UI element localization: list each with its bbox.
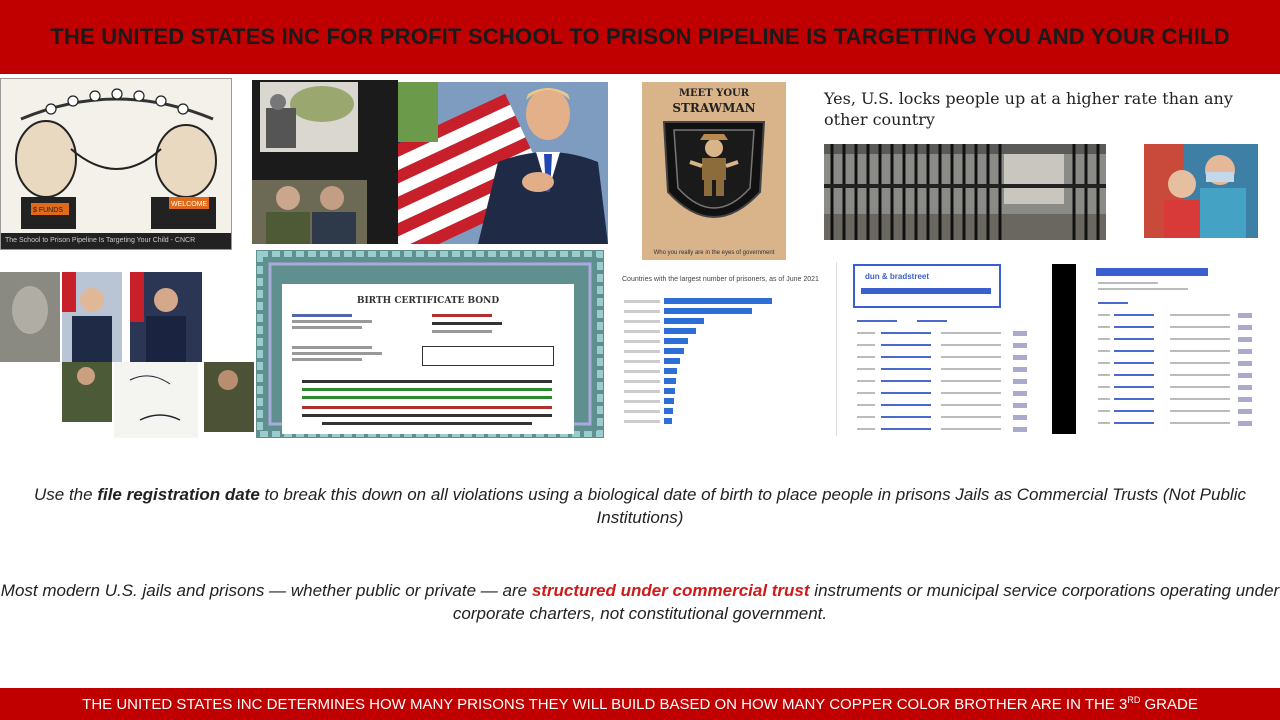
- chart-bar: [664, 298, 772, 304]
- p1-bold-text: file registration date: [97, 485, 260, 504]
- p2-text-start: Most modern U.S. jails and prisons — whether public or private — are: [0, 581, 532, 600]
- chart-bar: [664, 368, 677, 374]
- flag-portrait-image: [398, 82, 608, 244]
- bottom-banner-text: [82, 695, 1198, 713]
- bar-chart-title: Countries with the largest number of prisoners, as of June 2021: [622, 276, 819, 283]
- certificate-title: BIRTH CERTIFICATE BOND: [356, 296, 500, 306]
- military-officials-collage: [0, 270, 254, 440]
- prisoners-bar-chart: [620, 270, 820, 440]
- bottom-banner-superscript: RD: [1127, 695, 1141, 705]
- black-bar: [1052, 264, 1076, 434]
- birth-certificate-image: [256, 250, 604, 438]
- chart-bar: [664, 378, 676, 384]
- strawman-image: [642, 82, 786, 260]
- article-headline: Yes, U.S. locks people up at a higher rate than any other country: [824, 89, 1233, 129]
- chart-bar: [664, 418, 672, 424]
- paragraph-registration-date: [0, 483, 1280, 529]
- dnb-document-image: [836, 262, 1036, 436]
- registry-document-image: [1094, 266, 1258, 436]
- strawman-title-1: MEET YOUR: [678, 88, 750, 99]
- chart-bar: [664, 348, 684, 354]
- dnb-header-box: [853, 264, 1001, 308]
- top-banner: [0, 0, 1280, 74]
- bottom-banner: [0, 688, 1280, 720]
- prison-cells-image: [824, 144, 1106, 240]
- officials-collage: [252, 80, 398, 244]
- certificate-paper: [282, 284, 574, 434]
- cartoon-sign-left: $ FUNDS: [33, 207, 63, 214]
- cartoon-caption: The School to Prison Pipeline Is Targeting Your Child - CNCR: [1, 233, 231, 249]
- p2-red-text: structured under commercial trust: [531, 581, 810, 600]
- chart-bar: [664, 318, 704, 324]
- p1-text-start: Use the: [34, 485, 98, 504]
- top-banner-text: THE UNITED STATES INC FOR PROFIT SCHOOL TO PRISON PIPELINE IS TARGETTING YOU AND YOUR CHILD: [50, 24, 1230, 49]
- strawman-title-2: STRAWMAN: [672, 101, 756, 115]
- cartoon-image: [0, 78, 232, 250]
- chart-bar: [664, 408, 673, 414]
- chart-bar: [664, 358, 680, 364]
- chart-bar: [664, 338, 688, 344]
- chart-bar: [664, 388, 675, 394]
- chart-bar: [664, 308, 752, 314]
- chart-bar: [664, 328, 696, 334]
- dnb-brand: dun & bradstreet: [865, 272, 930, 281]
- bottom-banner-main: THE UNITED STATES INC DETERMINES HOW MANY PRISONS THEY WILL BUILD BASED ON HOW MANY COPPER COLOR BROTHER ARE IN THE 3: [82, 696, 1128, 713]
- cartoon-sign-right: WELCOME: [171, 201, 208, 208]
- strawman-subtitle: Who you really are in the eyes of government: [653, 250, 775, 256]
- chart-bar: [664, 398, 674, 404]
- paragraph-commercial-trust: [0, 579, 1280, 625]
- p1-text-end: to break this down on all violations using a biological date of birth to place people in prisons Jails as Commercial Trusts (Not Public Institutions): [259, 485, 1246, 527]
- p2-text-end: instruments or municipal service corporations operating under corporate charters, not constitutional government.: [452, 581, 1280, 623]
- children-image: [1144, 144, 1258, 238]
- bottom-banner-end: GRADE: [1140, 696, 1198, 713]
